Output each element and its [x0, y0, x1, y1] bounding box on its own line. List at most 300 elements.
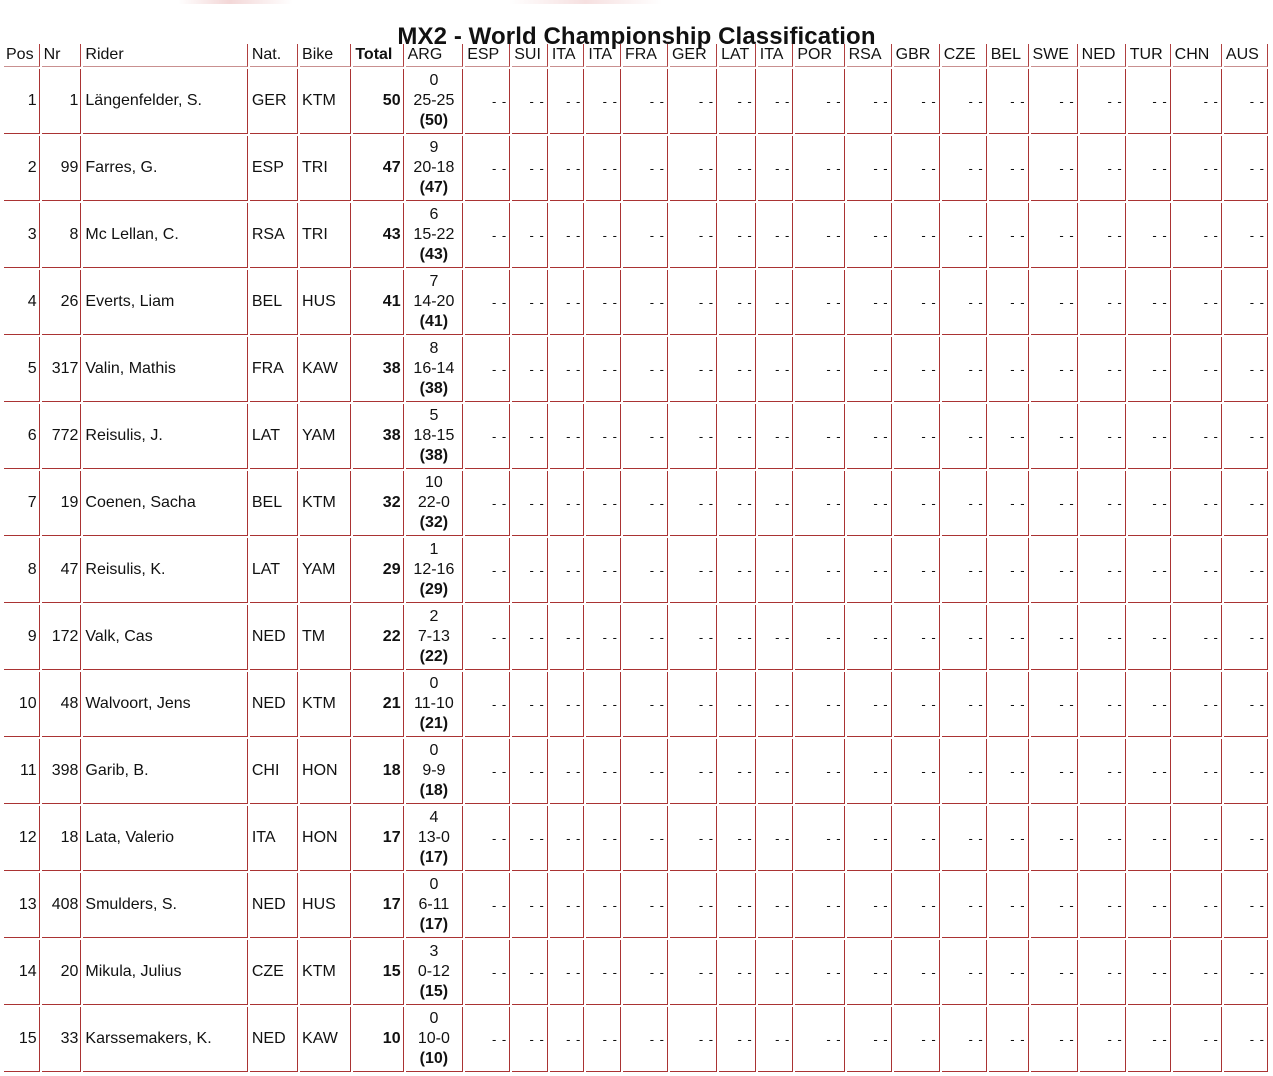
round-header: AUS: [1224, 44, 1268, 67]
nationality-cell: LAT: [250, 538, 298, 603]
heat-results: 6-11: [418, 896, 450, 913]
round-header: ITA: [586, 44, 621, 67]
round-empty-cell: - -: [550, 672, 585, 737]
round-score-top: 9: [429, 139, 439, 156]
heat-results: 11-10: [414, 695, 454, 712]
round-empty-cell: - -: [1031, 806, 1078, 871]
round-empty-cell: - -: [586, 940, 621, 1005]
round-result-cell: [406, 203, 464, 268]
header-decoration: [0, 0, 1273, 4]
round-empty-cell: - -: [795, 672, 844, 737]
rider-name-cell: Garib, B.: [83, 739, 247, 804]
rider-number-cell: 772: [42, 404, 82, 469]
rider-name-cell: Karssemakers, K.: [83, 1007, 247, 1072]
round-empty-cell: - -: [465, 203, 510, 268]
column-header-pos: Pos: [4, 44, 40, 67]
round-score-top: 0: [429, 675, 439, 692]
round-empty-cell: - -: [795, 806, 844, 871]
round-points-sum: (17): [419, 916, 449, 933]
bike-cell: KTM: [300, 672, 351, 737]
round-empty-cell: - -: [465, 471, 510, 536]
round-empty-cell: - -: [795, 940, 844, 1005]
rider-name-cell: Mc Lellan, C.: [83, 203, 247, 268]
round-score-top: 0: [429, 1010, 439, 1027]
rider-name-cell: Mikula, Julius: [83, 940, 247, 1005]
round-empty-cell: - -: [795, 471, 844, 536]
round-empty-cell: - -: [623, 136, 668, 201]
round-empty-cell: - -: [989, 538, 1029, 603]
round-empty-cell: - -: [623, 605, 668, 670]
round-empty-cell: - -: [719, 605, 756, 670]
round-empty-cell: - -: [1224, 69, 1268, 134]
position-cell: 5: [4, 337, 40, 402]
total-points-cell: 15: [353, 940, 403, 1005]
page-title: MX2 - World Championship Classification: [397, 23, 876, 51]
table-row: [4, 1007, 1268, 1072]
round-empty-cell: - -: [1080, 605, 1126, 670]
round-empty-cell: - -: [586, 806, 621, 871]
round-empty-cell: - -: [1128, 471, 1171, 536]
round-empty-cell: - -: [1031, 739, 1078, 804]
total-points-cell: 22: [353, 605, 403, 670]
table-row: [4, 739, 1268, 804]
round-score-top: 0: [429, 72, 439, 89]
round-empty-cell: - -: [512, 605, 548, 670]
round-empty-cell: - -: [847, 270, 892, 335]
nationality-cell: BEL: [250, 270, 298, 335]
round-result-cell: [406, 538, 464, 603]
round-empty-cell: - -: [670, 471, 717, 536]
position-cell: 15: [4, 1007, 40, 1072]
round-empty-cell: - -: [942, 471, 987, 536]
heat-results: 12-16: [413, 561, 455, 578]
round-empty-cell: - -: [758, 337, 794, 402]
round-empty-cell: - -: [719, 203, 756, 268]
round-empty-cell: - -: [1173, 806, 1222, 871]
nationality-cell: NED: [250, 605, 298, 670]
rider-number-cell: 99: [42, 136, 82, 201]
heat-results: 0-12: [417, 963, 450, 980]
table-row: [4, 806, 1268, 871]
round-empty-cell: - -: [847, 69, 892, 134]
rider-name-cell: Walvoort, Jens: [83, 672, 247, 737]
round-header: ESP: [465, 44, 510, 67]
position-cell: 12: [4, 806, 40, 871]
round-empty-cell: - -: [623, 739, 668, 804]
round-empty-cell: - -: [1224, 270, 1268, 335]
round-empty-cell: - -: [550, 739, 585, 804]
rider-number-cell: 8: [42, 203, 82, 268]
round-empty-cell: - -: [465, 739, 510, 804]
round-empty-cell: - -: [512, 404, 548, 469]
round-empty-cell: - -: [1128, 739, 1171, 804]
position-cell: 7: [4, 471, 40, 536]
round-points-sum: (17): [419, 849, 449, 866]
round-header: ITA: [550, 44, 585, 67]
rider-name-cell: Valin, Mathis: [83, 337, 247, 402]
round-empty-cell: - -: [942, 1007, 987, 1072]
round-score-top: 8: [429, 340, 439, 357]
round-empty-cell: - -: [670, 404, 717, 469]
round-empty-cell: - -: [1173, 337, 1222, 402]
round-empty-cell: - -: [1173, 739, 1222, 804]
round-empty-cell: - -: [550, 471, 585, 536]
round-empty-cell: - -: [894, 806, 940, 871]
bike-cell: HON: [300, 806, 351, 871]
round-empty-cell: - -: [1128, 672, 1171, 737]
total-points-cell: 18: [353, 739, 403, 804]
round-empty-cell: - -: [623, 672, 668, 737]
round-empty-cell: - -: [989, 404, 1029, 469]
round-empty-cell: - -: [989, 605, 1029, 670]
rider-number-cell: 26: [42, 270, 82, 335]
round-score-top: 4: [429, 809, 439, 826]
round-empty-cell: - -: [758, 605, 794, 670]
round-empty-cell: - -: [719, 404, 756, 469]
round-score-top: 3: [429, 943, 439, 960]
bike-cell: TRI: [300, 136, 351, 201]
round-empty-cell: - -: [758, 471, 794, 536]
round-header: TUR: [1128, 44, 1171, 67]
heat-results: 7-13: [417, 628, 450, 645]
nationality-cell: CZE: [250, 940, 298, 1005]
round-empty-cell: - -: [1128, 538, 1171, 603]
nationality-cell: ESP: [250, 136, 298, 201]
round-empty-cell: - -: [719, 806, 756, 871]
round-empty-cell: - -: [942, 404, 987, 469]
round-empty-cell: - -: [623, 337, 668, 402]
round-empty-cell: - -: [1224, 672, 1268, 737]
round-empty-cell: - -: [670, 940, 717, 1005]
round-empty-cell: - -: [795, 203, 844, 268]
round-empty-cell: - -: [758, 940, 794, 1005]
total-points-cell: 41: [353, 270, 403, 335]
round-empty-cell: - -: [1128, 69, 1171, 134]
round-empty-cell: - -: [894, 672, 940, 737]
round-empty-cell: - -: [550, 940, 585, 1005]
nationality-cell: FRA: [250, 337, 298, 402]
round-empty-cell: - -: [1080, 538, 1126, 603]
round-result-cell: [406, 471, 464, 536]
round-empty-cell: - -: [1173, 605, 1222, 670]
rider-number-cell: 33: [42, 1007, 82, 1072]
round-empty-cell: - -: [847, 672, 892, 737]
round-empty-cell: - -: [1173, 69, 1222, 134]
round-points-sum: (38): [419, 380, 449, 397]
rider-number-cell: 408: [42, 873, 82, 938]
table-row: [4, 136, 1268, 201]
round-empty-cell: - -: [1128, 605, 1171, 670]
round-empty-cell: - -: [795, 404, 844, 469]
round-empty-cell: - -: [719, 337, 756, 402]
round-empty-cell: - -: [550, 1007, 585, 1072]
round-empty-cell: - -: [550, 270, 585, 335]
round-empty-cell: - -: [1128, 940, 1171, 1005]
round-empty-cell: - -: [550, 538, 585, 603]
table-row: [4, 672, 1268, 737]
table-row: [4, 538, 1268, 603]
round-empty-cell: - -: [942, 203, 987, 268]
round-empty-cell: - -: [586, 404, 621, 469]
rider-number-cell: 317: [42, 337, 82, 402]
bike-cell: HUS: [300, 873, 351, 938]
bike-cell: KTM: [300, 471, 351, 536]
round-empty-cell: - -: [847, 337, 892, 402]
heat-results: 25-25: [413, 92, 455, 109]
round-empty-cell: - -: [670, 69, 717, 134]
round-empty-cell: - -: [719, 672, 756, 737]
round-points-sum: (10): [419, 1050, 449, 1067]
nationality-cell: NED: [250, 1007, 298, 1072]
round-empty-cell: - -: [550, 873, 585, 938]
round-empty-cell: - -: [942, 873, 987, 938]
position-cell: 2: [4, 136, 40, 201]
table-row: [4, 404, 1268, 469]
round-empty-cell: - -: [1080, 471, 1126, 536]
round-empty-cell: - -: [512, 337, 548, 402]
round-empty-cell: - -: [1173, 672, 1222, 737]
round-empty-cell: - -: [465, 940, 510, 1005]
round-header: SWE: [1031, 44, 1078, 67]
round-header: FRA: [623, 44, 668, 67]
round-empty-cell: - -: [894, 538, 940, 603]
round-result-cell: [406, 940, 464, 1005]
round-empty-cell: - -: [847, 471, 892, 536]
round-empty-cell: - -: [942, 538, 987, 603]
round-empty-cell: - -: [550, 203, 585, 268]
round-empty-cell: - -: [586, 605, 621, 670]
round-empty-cell: - -: [719, 69, 756, 134]
round-empty-cell: - -: [586, 270, 621, 335]
round-empty-cell: - -: [1128, 873, 1171, 938]
round-empty-cell: - -: [1128, 337, 1171, 402]
round-empty-cell: - -: [847, 404, 892, 469]
table-row: [4, 471, 1268, 536]
round-empty-cell: - -: [989, 136, 1029, 201]
round-header: POR: [795, 44, 844, 67]
round-empty-cell: - -: [512, 672, 548, 737]
nationality-cell: ITA: [250, 806, 298, 871]
bike-cell: TM: [300, 605, 351, 670]
round-empty-cell: - -: [586, 538, 621, 603]
total-points-cell: 21: [353, 672, 403, 737]
round-empty-cell: - -: [1080, 672, 1126, 737]
heat-results: 20-18: [413, 159, 455, 176]
round-empty-cell: - -: [989, 873, 1029, 938]
round-points-sum: (21): [419, 715, 449, 732]
round-header: CZE: [942, 44, 987, 67]
bike-cell: HON: [300, 739, 351, 804]
round-empty-cell: - -: [512, 203, 548, 268]
round-result-cell: [406, 672, 464, 737]
round-result-cell: [406, 270, 464, 335]
round-empty-cell: - -: [465, 873, 510, 938]
total-points-cell: 29: [353, 538, 403, 603]
round-empty-cell: - -: [758, 806, 794, 871]
round-empty-cell: - -: [795, 739, 844, 804]
round-empty-cell: - -: [550, 806, 585, 871]
heat-results: 10-0: [417, 1030, 450, 1047]
round-empty-cell: - -: [623, 270, 668, 335]
round-empty-cell: - -: [1080, 203, 1126, 268]
round-empty-cell: - -: [719, 940, 756, 1005]
round-empty-cell: - -: [758, 203, 794, 268]
column-header-total: Total: [353, 44, 403, 67]
round-empty-cell: - -: [989, 672, 1029, 737]
round-points-sum: (22): [419, 648, 449, 665]
round-result-cell: [406, 739, 464, 804]
column-header-nr: Nr: [42, 44, 82, 67]
round-empty-cell: - -: [1173, 940, 1222, 1005]
round-empty-cell: - -: [465, 538, 510, 603]
round-empty-cell: - -: [942, 337, 987, 402]
rider-number-cell: 18: [42, 806, 82, 871]
round-empty-cell: - -: [758, 1007, 794, 1072]
table-row: [4, 940, 1268, 1005]
rider-name-cell: Valk, Cas: [83, 605, 247, 670]
round-empty-cell: - -: [1224, 471, 1268, 536]
round-empty-cell: - -: [1080, 1007, 1126, 1072]
table-row: [4, 270, 1268, 335]
round-result-cell: [406, 806, 464, 871]
nationality-cell: NED: [250, 873, 298, 938]
round-empty-cell: - -: [989, 940, 1029, 1005]
round-empty-cell: - -: [1031, 270, 1078, 335]
round-header: SUI: [512, 44, 548, 67]
rider-name-cell: Reisulis, K.: [83, 538, 247, 603]
classification-table: [2, 42, 1270, 1074]
round-empty-cell: - -: [847, 806, 892, 871]
heat-results: 15-22: [413, 226, 455, 243]
bike-cell: KAW: [300, 1007, 351, 1072]
round-empty-cell: - -: [942, 605, 987, 670]
round-empty-cell: - -: [894, 136, 940, 201]
heat-results: 22-0: [417, 494, 450, 511]
round-points-sum: (47): [419, 179, 449, 196]
round-empty-cell: - -: [465, 69, 510, 134]
round-score-top: 6: [429, 206, 439, 223]
round-empty-cell: - -: [847, 538, 892, 603]
round-empty-cell: - -: [894, 404, 940, 469]
round-empty-cell: - -: [1080, 337, 1126, 402]
round-empty-cell: - -: [758, 672, 794, 737]
round-empty-cell: - -: [719, 873, 756, 938]
round-empty-cell: - -: [670, 337, 717, 402]
round-empty-cell: - -: [1080, 136, 1126, 201]
rider-name-cell: Everts, Liam: [83, 270, 247, 335]
round-points-sum: (32): [419, 514, 449, 531]
round-empty-cell: - -: [1224, 873, 1268, 938]
rider-number-cell: 1: [42, 69, 82, 134]
round-empty-cell: - -: [1031, 605, 1078, 670]
position-cell: 8: [4, 538, 40, 603]
total-points-cell: 43: [353, 203, 403, 268]
round-score-top: 0: [429, 742, 439, 759]
round-empty-cell: - -: [795, 538, 844, 603]
round-empty-cell: - -: [623, 940, 668, 1005]
round-empty-cell: - -: [894, 471, 940, 536]
round-empty-cell: - -: [1173, 873, 1222, 938]
round-empty-cell: - -: [719, 1007, 756, 1072]
round-empty-cell: - -: [894, 203, 940, 268]
bike-cell: YAM: [300, 538, 351, 603]
round-empty-cell: - -: [1128, 270, 1171, 335]
nationality-cell: BEL: [250, 471, 298, 536]
round-empty-cell: - -: [512, 471, 548, 536]
round-result-cell: [406, 873, 464, 938]
round-empty-cell: - -: [1128, 806, 1171, 871]
round-points-sum: (29): [419, 581, 449, 598]
round-empty-cell: - -: [795, 1007, 844, 1072]
round-empty-cell: - -: [465, 270, 510, 335]
nationality-cell: GER: [250, 69, 298, 134]
round-empty-cell: - -: [719, 136, 756, 201]
round-empty-cell: - -: [670, 739, 717, 804]
round-empty-cell: - -: [1031, 203, 1078, 268]
round-empty-cell: - -: [670, 806, 717, 871]
round-empty-cell: - -: [758, 404, 794, 469]
round-empty-cell: - -: [465, 1007, 510, 1072]
round-empty-cell: - -: [1031, 538, 1078, 603]
round-empty-cell: - -: [623, 538, 668, 603]
round-empty-cell: - -: [623, 806, 668, 871]
round-empty-cell: - -: [847, 203, 892, 268]
round-empty-cell: - -: [670, 203, 717, 268]
round-empty-cell: - -: [847, 739, 892, 804]
round-empty-cell: - -: [942, 806, 987, 871]
round-empty-cell: - -: [465, 136, 510, 201]
bike-cell: KAW: [300, 337, 351, 402]
heat-results: 9-9: [422, 762, 446, 779]
round-empty-cell: - -: [512, 1007, 548, 1072]
round-empty-cell: - -: [894, 337, 940, 402]
round-empty-cell: - -: [989, 270, 1029, 335]
round-empty-cell: - -: [512, 270, 548, 335]
nationality-cell: LAT: [250, 404, 298, 469]
nationality-cell: CHI: [250, 739, 298, 804]
heat-results: 13-0: [417, 829, 450, 846]
round-empty-cell: - -: [1128, 404, 1171, 469]
round-empty-cell: - -: [1173, 136, 1222, 201]
table-row: [4, 605, 1268, 670]
round-empty-cell: - -: [942, 739, 987, 804]
round-empty-cell: - -: [1224, 404, 1268, 469]
round-empty-cell: - -: [670, 538, 717, 603]
round-header: LAT: [719, 44, 756, 67]
position-cell: 3: [4, 203, 40, 268]
position-cell: 6: [4, 404, 40, 469]
round-empty-cell: - -: [1224, 940, 1268, 1005]
rider-name-cell: Lata, Valerio: [83, 806, 247, 871]
total-points-cell: 17: [353, 806, 403, 871]
round-empty-cell: - -: [465, 404, 510, 469]
round-empty-cell: - -: [623, 1007, 668, 1072]
round-empty-cell: - -: [989, 337, 1029, 402]
round-empty-cell: - -: [623, 69, 668, 134]
round-empty-cell: - -: [550, 605, 585, 670]
nationality-cell: RSA: [250, 203, 298, 268]
round-empty-cell: - -: [670, 672, 717, 737]
round-empty-cell: - -: [847, 873, 892, 938]
rider-name-cell: Längenfelder, S.: [83, 69, 247, 134]
round-points-sum: (15): [419, 983, 449, 1000]
round-empty-cell: - -: [623, 471, 668, 536]
rider-number-cell: 19: [42, 471, 82, 536]
bike-cell: KTM: [300, 69, 351, 134]
round-header: ARG: [406, 44, 464, 67]
round-points-sum: (43): [419, 246, 449, 263]
round-empty-cell: - -: [1080, 873, 1126, 938]
